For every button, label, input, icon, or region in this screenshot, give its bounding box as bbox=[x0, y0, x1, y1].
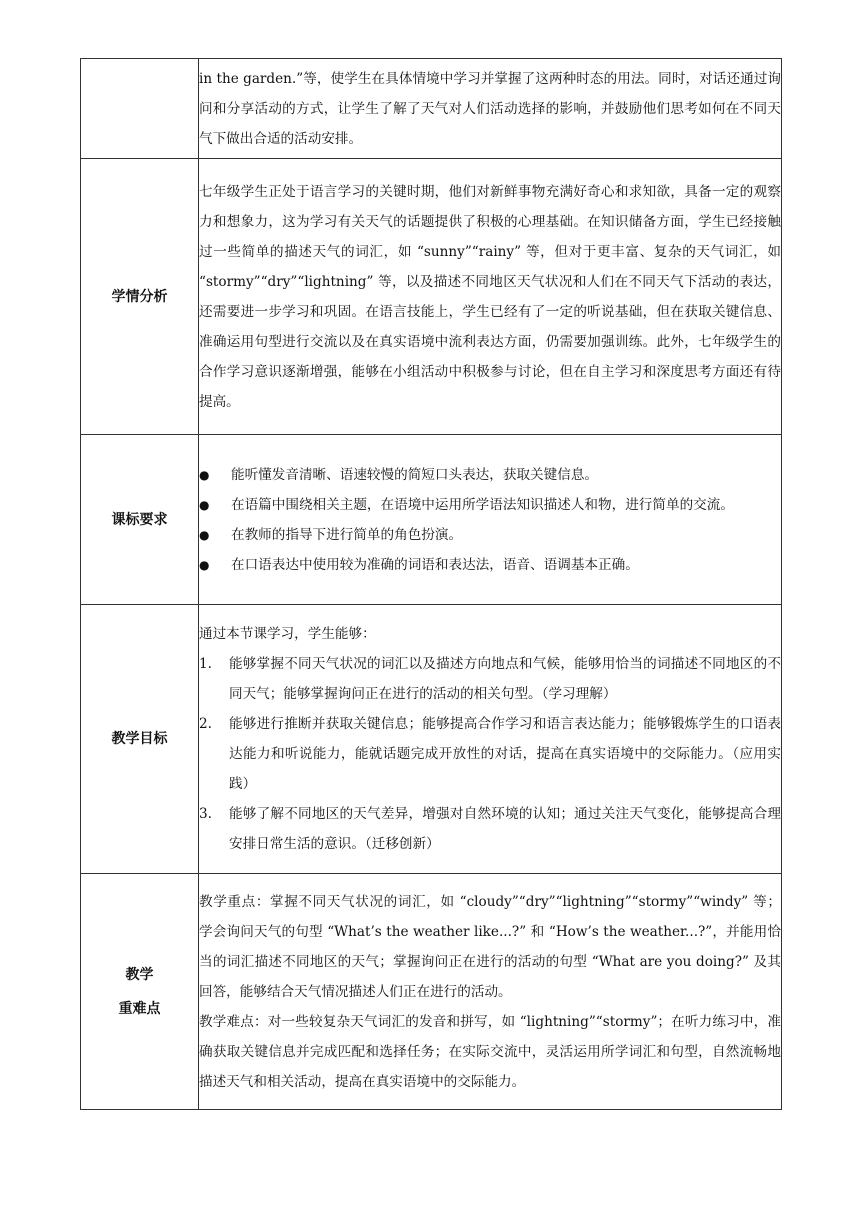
goal-text: 能够了解不同地区的天气差异，增强对自然环境的认知；通过关注天气变化，能够提高合理安排日常生活的意识。（迁移创新） bbox=[229, 806, 781, 852]
list-item bbox=[199, 460, 781, 490]
goal-text: 能够掌握不同天气状况的词汇以及描述方向地点和气候，能够用恰当的词描述不同地区的不同天气；能够掌握询问正在进行的活动的相关句型。（学习理解） bbox=[229, 656, 781, 702]
row-label-keypoints bbox=[81, 874, 199, 1110]
list-item bbox=[199, 550, 781, 580]
goal-text: 能够进行推断并获取关键信息；能够提高合作学习和语言表达能力；能够锻炼学生的口语表达能力和听说能力，能就话题完成开放性的对话，提高在真实语境中的交际能力。（应用实践） bbox=[229, 716, 781, 792]
standard-item-text: 在口语表达中使用较为准确的词语和表达法，语音、语调基本正确。 bbox=[231, 556, 639, 573]
table-row-goals bbox=[81, 605, 782, 874]
row-label-goals: 教学目标 bbox=[81, 605, 199, 874]
list-item bbox=[199, 709, 781, 799]
goals-intro: 通过本节课学习，学生能够： bbox=[199, 626, 376, 642]
standard-item-text: 在语篇中围绕相关主题，在语境中运用所学语法知识描述人和物，进行简单的交流。 bbox=[231, 496, 734, 513]
bullet-icon: ● bbox=[199, 527, 210, 542]
row-content-goals bbox=[199, 605, 782, 874]
row-content-analysis bbox=[199, 159, 782, 435]
list-item bbox=[199, 490, 781, 520]
row-content-keypoints bbox=[199, 874, 782, 1110]
table-row-analysis bbox=[81, 159, 782, 435]
table-row-keypoints bbox=[81, 874, 782, 1110]
row-content-intro bbox=[199, 59, 782, 159]
key-difficulty-paragraph: 教学难点：对一些较复杂天气词汇的发音和拼写，如 “lightning”“stormy”；在听力练习中，准确获取关键信息并完成匹配和选择任务；在实际交流中，灵活运用所学词汇和句型，自然流畅地描述天气和相关活动，提高在真实语境中的交际能力。 bbox=[199, 1013, 781, 1090]
row-label-standards: 课标要求 bbox=[81, 435, 199, 605]
lesson-plan-table bbox=[80, 58, 782, 1110]
row-label-analysis: 学情分析 bbox=[81, 159, 199, 435]
keypoints-label-line-2: 重难点 bbox=[118, 1000, 161, 1017]
standard-item-text: 在教师的指导下进行简单的角色扮演。 bbox=[231, 526, 463, 543]
analysis-paragraph: 七年级学生正处于语言学习的关键时期，他们对新鲜事物充满好奇心和求知欲，具备一定的观察力和想象力，这为学习有关天气的话题提供了积极的心理基础。在知识储备方面，学生已经接触过一些简单的描述天气的词汇，如 “sunny”“rainy” 等，但对于更丰富、复杂的天气词汇，如 “stormy”“dry”“lightning” 等，以及描述不同地区天气状况和人们在不同天气下活动的表达，还需要进一步学习和巩固。在语言技能上，学生已经有了一定的听说基础，但在获取关键信息、准确运用句型进行交流以及在真实语境中流利表达方面，仍需要加强训练。此外，七年级学生的合作学习意识逐渐增强，能够在小组活动中积极参与讨论，但在自主学习和深度思考方面还有待提高。 bbox=[199, 183, 781, 410]
bullet-icon: ● bbox=[199, 497, 210, 512]
list-item bbox=[199, 649, 781, 709]
goal-number: 1. bbox=[199, 656, 212, 672]
list-item bbox=[199, 520, 781, 550]
goal-number: 2. bbox=[199, 716, 212, 732]
row-content-standards bbox=[199, 435, 782, 605]
keypoints-label-line-1: 教学 bbox=[125, 966, 154, 983]
bullet-icon: ● bbox=[199, 467, 210, 482]
standard-item-text: 能听懂发音清晰、语速较慢的简短口头表达，获取关键信息。 bbox=[231, 466, 599, 483]
bullet-icon: ● bbox=[199, 557, 210, 572]
list-item bbox=[199, 799, 781, 859]
table-row-standards bbox=[81, 435, 782, 605]
table-row-intro bbox=[81, 59, 782, 159]
row-label-intro bbox=[81, 59, 199, 159]
goal-number: 3. bbox=[199, 806, 212, 822]
intro-paragraph: in the garden.”等，使学生在具体情境中学习并掌握了这两种时态的用法。同时，对话还通过询问和分享活动的方式，让学生了解了天气对人们活动选择的影响，并鼓励他们思考如何在不同天气下做出合适的活动安排。 bbox=[199, 70, 781, 147]
key-focus-paragraph: 教学重点：掌握不同天气状况的词汇，如 “cloudy”“dry”“lightning”“stormy”“windy” 等；学会询问天气的句型 “What’s the weather like...?” 和 “How’s the weather...?”，并能用恰当的词汇描述不同地区的天气；掌握询问正在进行的活动的句型 “What are you doing?” 及其回答，能够结合天气情况描述人们正在进行的活动。 bbox=[199, 893, 781, 1000]
